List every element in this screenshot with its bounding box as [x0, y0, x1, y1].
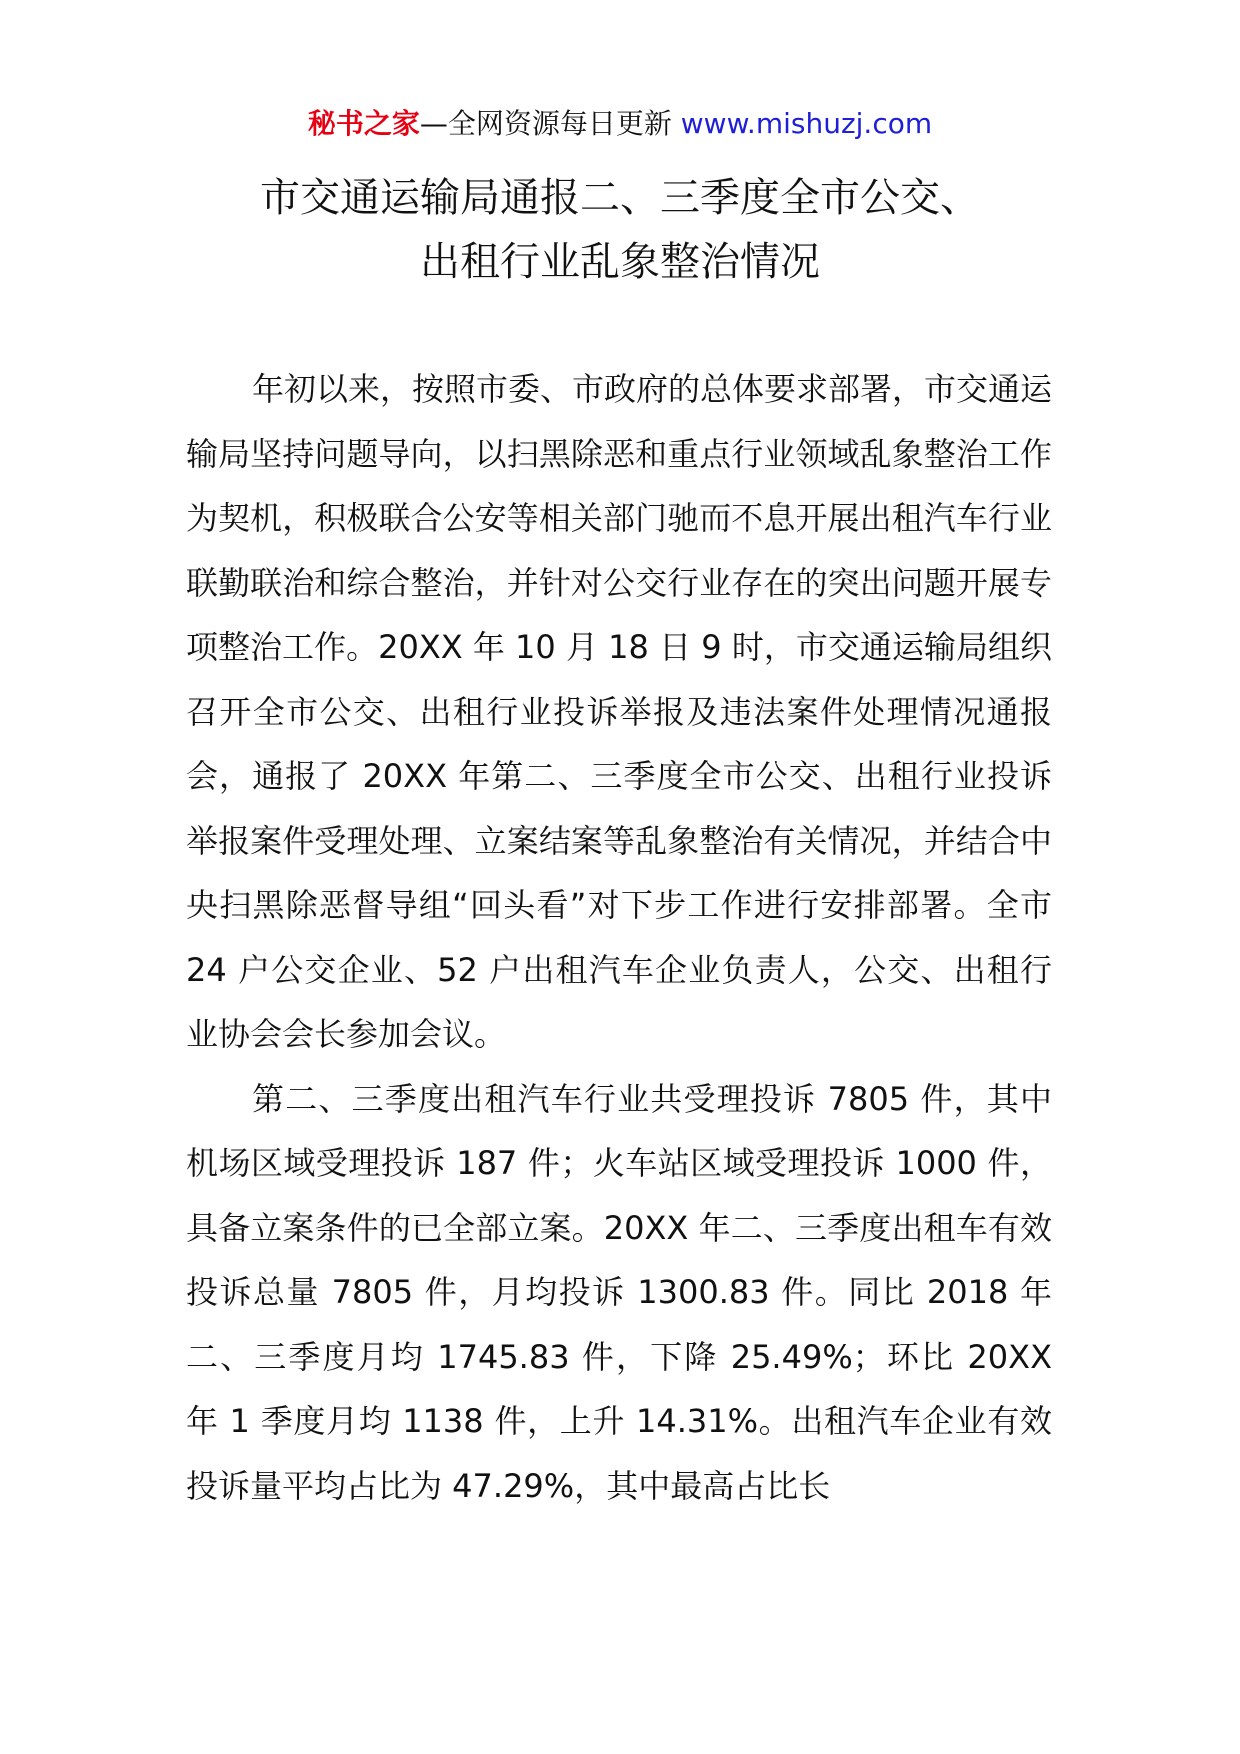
title-line-2: 出租行业乱象整治情况 [420, 239, 820, 285]
website-link[interactable]: www.mishuzj.com [680, 107, 933, 140]
paragraph-1: 年初以来，按照市委、市政府的总体要求部署，市交通运输局坚持问题导向，以扫黑除恶和重点行业领域乱象整治工作为契机，积极联合公安等相关部门驰而不息开展出租汽车行业联勤联治和综合整治，并针对公交行业存在的突出问题开展专项整治工作。20XX 年 10 月 18 日 9 时，市交通运输局组织召开全市公交、出租行业投诉举报及违法案件处理情况通报会，通报了 20XX 年第二、三季度全市公交、出租行业投诉举报案件受理处理、立案结案等乱象整治有关情况，并结合中央扫黑除恶督导组“回头看”对下步工作进行安排部署。全市 24 户公交企业、52 户出租汽车企业负责人，公交、出租行业协会会长参加会议。 [186, 370, 1053, 1053]
header-slogan: —全网资源每日更新 [419, 107, 681, 140]
brand-name: 秘书之家 [307, 107, 420, 140]
title-line-1: 市交通运输局通报二、三季度全市公交、 [260, 175, 980, 221]
page-header [0, 104, 1240, 144]
document-body [186, 357, 1052, 1518]
document-title [120, 166, 1120, 294]
paragraph-2: 第二、三季度出租汽车行业共受理投诉 7805 件，其中机场区域受理投诉 187 件；火车站区域受理投诉 1000 件，具备立案条件的已全部立案。20XX 年二、三季度出租车有效投诉总量 7805 件，月均投诉 1300.83 件。同比 2018 年二、三季度月均 1745.83 件，下降 25.49%；环比 20XX 年 1 季度月均 1138 件，上升 14.31%。出租汽车企业有效投诉量平均占比为 47.29%，其中最高占比长 [186, 1079, 1052, 1505]
